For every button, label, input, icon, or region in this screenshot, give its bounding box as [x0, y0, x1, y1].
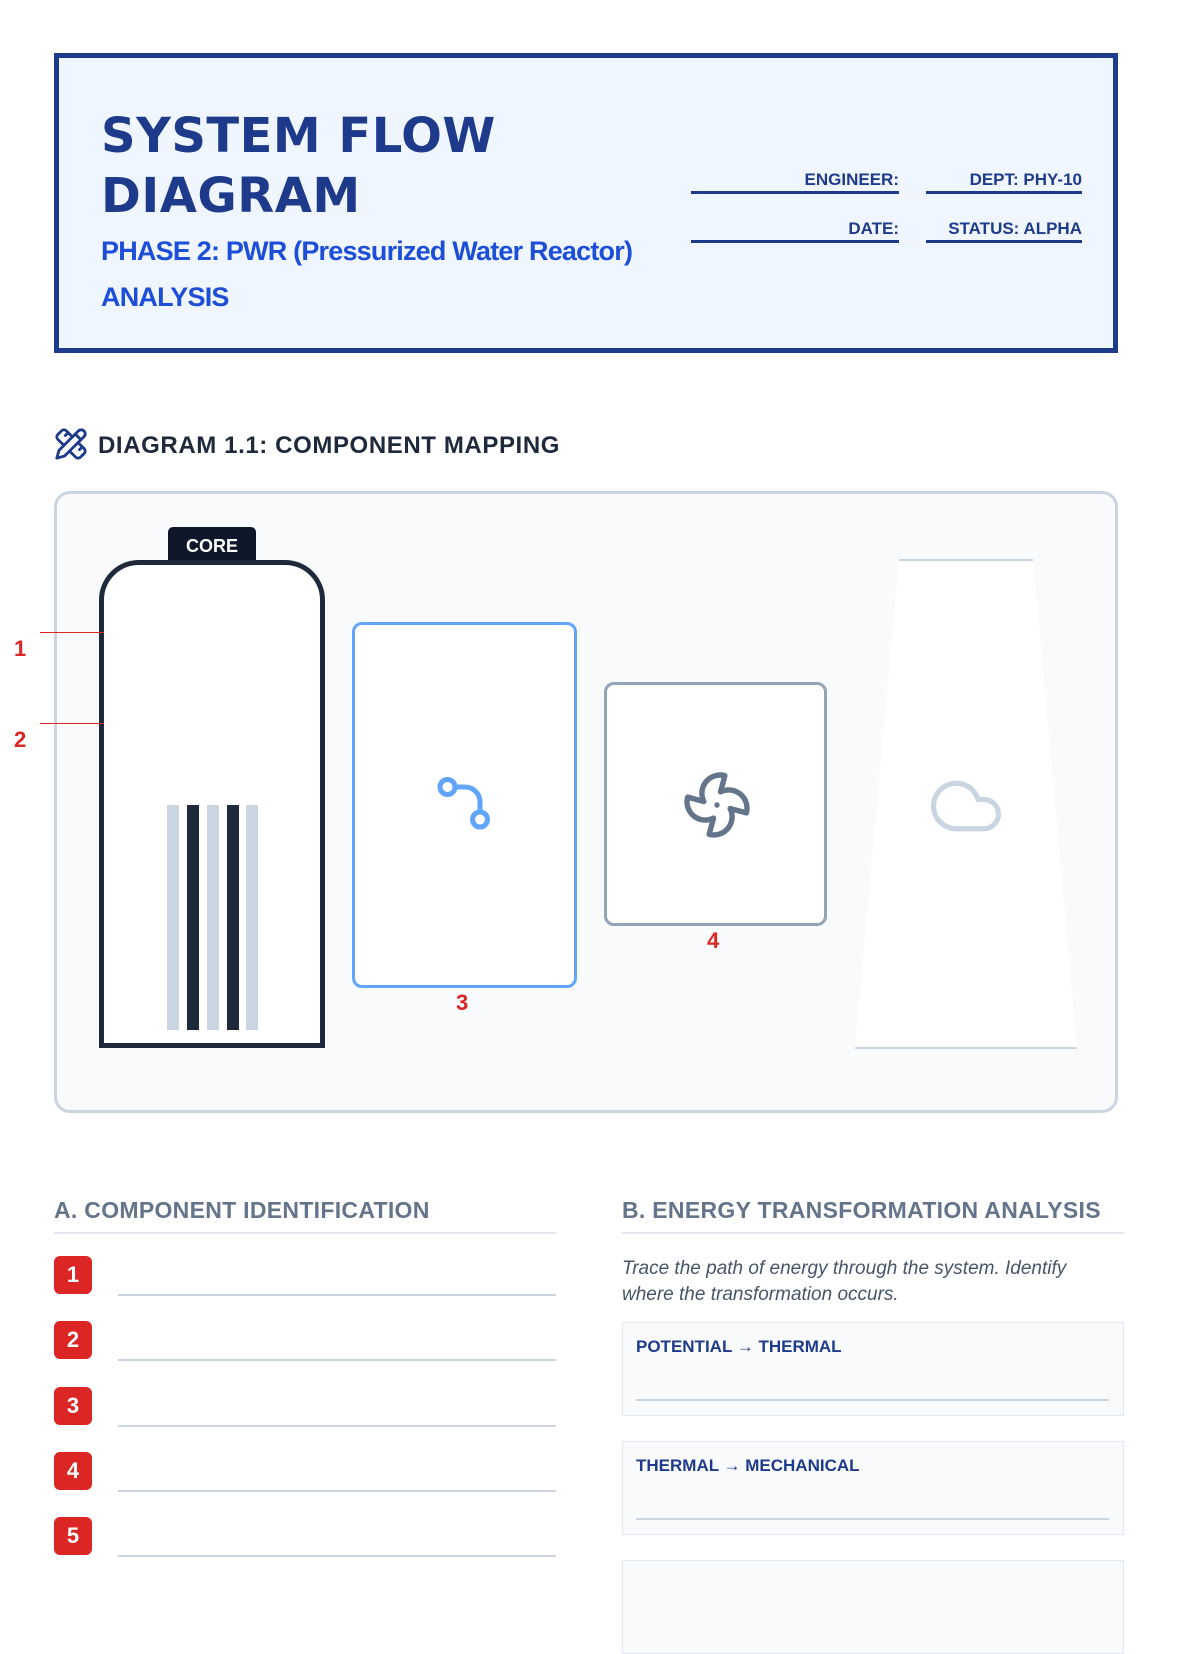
pencil-ruler-icon	[54, 427, 88, 466]
fuel-rod	[187, 805, 199, 1030]
transformation-answer-line[interactable]	[636, 1518, 1109, 1520]
identification-row	[54, 1256, 556, 1296]
marker-line-1	[40, 632, 104, 633]
row-number-badge: 2	[54, 1321, 92, 1359]
transformation-answer-line[interactable]	[636, 1399, 1109, 1401]
steam-generator-box	[352, 622, 577, 988]
transformation-label: THERMAL → MECHANICAL	[636, 1456, 860, 1475]
transformation-label: POTENTIAL → THERMAL	[636, 1337, 842, 1356]
row-number-badge: 3	[54, 1387, 92, 1425]
answer-line-4[interactable]	[118, 1490, 556, 1492]
engineer-field[interactable]: ENGINEER:	[691, 169, 899, 194]
identification-row	[54, 1387, 556, 1427]
marker-4: 4	[707, 928, 720, 953]
core-label: CORE	[168, 527, 256, 565]
row-number-badge: 1	[54, 1256, 92, 1294]
turbine-box	[604, 682, 827, 926]
fan-icon	[681, 769, 753, 846]
date-field[interactable]: DATE:	[691, 218, 899, 243]
section-a-heading: A. COMPONENT IDENTIFICATION	[54, 1197, 556, 1234]
status-field: STATUS: ALPHA	[926, 218, 1082, 243]
pipeline-branch-icon	[435, 772, 495, 837]
transformation-box	[622, 1322, 1124, 1416]
control-rod	[246, 805, 258, 1030]
section-b-heading: B. ENERGY TRANSFORMATION ANALYSIS	[622, 1197, 1124, 1234]
marker-1: 1	[14, 636, 27, 661]
control-rod	[207, 805, 219, 1030]
identification-row	[54, 1452, 556, 1492]
diagram-heading-label: DIAGRAM 1.1: COMPONENT MAPPING	[98, 432, 561, 459]
control-rod	[167, 805, 179, 1030]
answer-line-2[interactable]	[118, 1359, 556, 1361]
marker-line-2	[40, 723, 104, 724]
fuel-rod	[227, 805, 239, 1030]
section-b-instructions: Trace the path of energy through the system. Identify where the transformation occurs.	[622, 1258, 1067, 1305]
identification-row	[54, 1321, 556, 1361]
answer-line-1[interactable]	[118, 1294, 556, 1296]
transformation-box	[622, 1441, 1124, 1535]
dept-field: DEPT: PHY-10	[926, 169, 1082, 194]
diagram-heading	[54, 428, 560, 464]
answer-line-5[interactable]	[118, 1555, 556, 1557]
answer-line-3[interactable]	[118, 1425, 556, 1427]
row-number-badge: 5	[54, 1517, 92, 1555]
cooling-tower	[853, 559, 1079, 1049]
marker-2: 2	[14, 727, 27, 752]
marker-3: 3	[456, 990, 469, 1015]
transformation-box-partial	[622, 1560, 1124, 1654]
page-subtitle: PHASE 2: PWR (Pressurized Water Reactor) ANALYSIS	[101, 236, 633, 312]
row-number-badge: 4	[54, 1452, 92, 1490]
page-title: SYSTEM FLOW DIAGRAM	[101, 108, 496, 224]
header-panel	[54, 53, 1118, 353]
cloud-icon	[927, 767, 1005, 850]
identification-row	[54, 1517, 556, 1557]
